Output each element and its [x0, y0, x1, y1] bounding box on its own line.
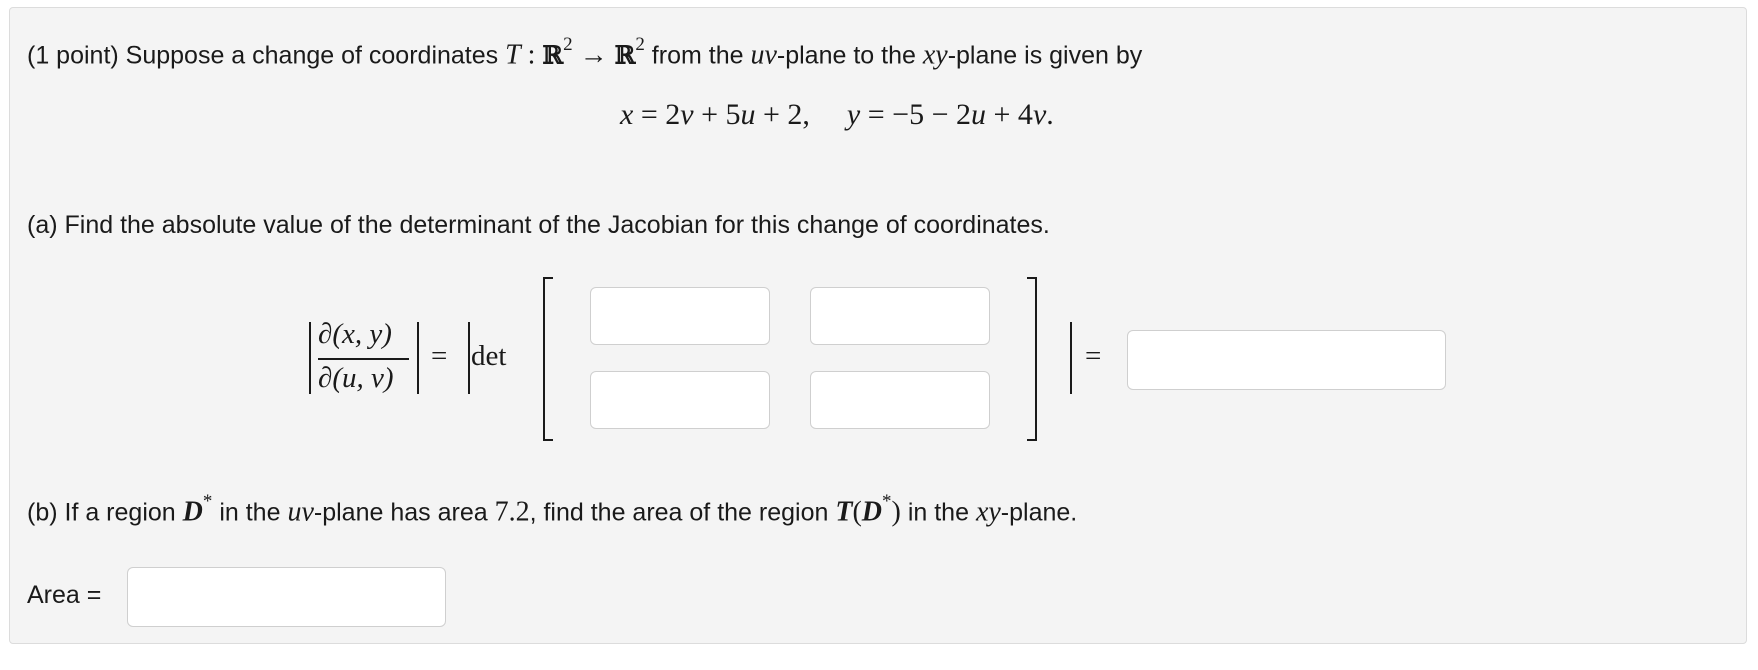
eq-x-v: v	[680, 98, 694, 131]
colon: :	[527, 39, 536, 71]
right-bracket	[1035, 277, 1037, 441]
part-b-d: D	[861, 496, 883, 528]
domain-symbol: ℝ	[542, 40, 564, 70]
eq-y-end: .	[1046, 98, 1054, 131]
eq-y-part2: + 4	[993, 98, 1033, 131]
intro-prefix: (1 point) Suppose a change of coordinates	[27, 41, 499, 70]
part-b-find: , find the area of the region	[529, 498, 829, 527]
part-b-t: T	[835, 496, 853, 528]
area-value: 7.2	[494, 496, 530, 528]
determinant-answer-input[interactable]	[1127, 330, 1446, 390]
xy-symbol: xy	[922, 39, 948, 71]
part-b-plane-area: -plane has area	[313, 498, 488, 527]
abs-bar-right	[417, 322, 419, 394]
part-b-in-the: in the	[907, 498, 969, 527]
part-a-text: (a) Find the absolute value of the determinant of the Jacobian for this change of coordinates.	[27, 211, 1050, 239]
uv-symbol: uv	[750, 39, 777, 71]
eq-y-part1: = −5 − 2	[867, 98, 972, 131]
arrow-symbol: →	[579, 39, 608, 71]
plane-to-text: -plane to the	[776, 41, 916, 70]
given-by-text: -plane is given by	[947, 41, 1143, 70]
intro-line	[27, 34, 1142, 70]
eq-x-part1: = 2	[640, 98, 681, 131]
matrix-input-r2c2[interactable]	[810, 371, 990, 429]
from-text: from the	[651, 41, 744, 70]
paren-open: (	[852, 496, 862, 528]
jacobian-denominator: ∂(u, v)	[318, 362, 394, 394]
region-star: *	[202, 491, 213, 512]
det-abs-bar-right	[1070, 322, 1072, 394]
codomain-symbol: ℝ	[614, 40, 636, 70]
matrix-input-r2c1[interactable]	[590, 371, 770, 429]
abs-bar-left	[309, 322, 311, 394]
map-symbol: T	[505, 39, 521, 71]
eq-x-var: x	[620, 98, 634, 131]
matrix-input-r1c2[interactable]	[810, 287, 990, 345]
paren-close: )	[891, 496, 901, 528]
matrix-input-r1c1[interactable]	[590, 287, 770, 345]
equals-sign-1: =	[431, 340, 448, 372]
left-bracket-bottom	[543, 439, 553, 441]
eq-x-part2: + 5	[701, 98, 741, 131]
eq-y-var: y	[846, 98, 861, 131]
eq-x-u: u	[740, 98, 756, 131]
codomain-exponent: 2	[635, 34, 645, 55]
det-label: det	[471, 340, 507, 372]
jacobian-numerator: ∂(x, y)	[318, 318, 392, 350]
area-answer-input[interactable]	[127, 567, 446, 627]
part-b-text	[27, 491, 1077, 527]
part-b-star: *	[882, 491, 892, 512]
right-bracket-top	[1027, 277, 1037, 279]
part-b-mid: in the	[219, 498, 281, 527]
det-abs-bar-left	[468, 322, 470, 394]
eq-x-part3: + 2,	[763, 98, 810, 131]
right-bracket-bottom	[1027, 439, 1037, 441]
equals-sign-2: =	[1085, 340, 1102, 372]
part-b-uv: uv	[287, 496, 314, 528]
left-bracket-top	[543, 277, 553, 279]
part-b-xy: xy	[975, 496, 1001, 528]
part-b-end: -plane.	[1000, 498, 1078, 527]
fraction-line	[318, 358, 409, 360]
eq-y-u: u	[971, 98, 987, 131]
left-bracket	[543, 277, 545, 441]
eq-y-v: v	[1032, 98, 1047, 131]
domain-exponent: 2	[563, 34, 573, 55]
transformation-equation	[620, 98, 1054, 132]
part-b-prefix: (b) If a region	[27, 498, 176, 527]
area-label: Area =	[27, 581, 102, 609]
region-d: D	[182, 496, 203, 528]
